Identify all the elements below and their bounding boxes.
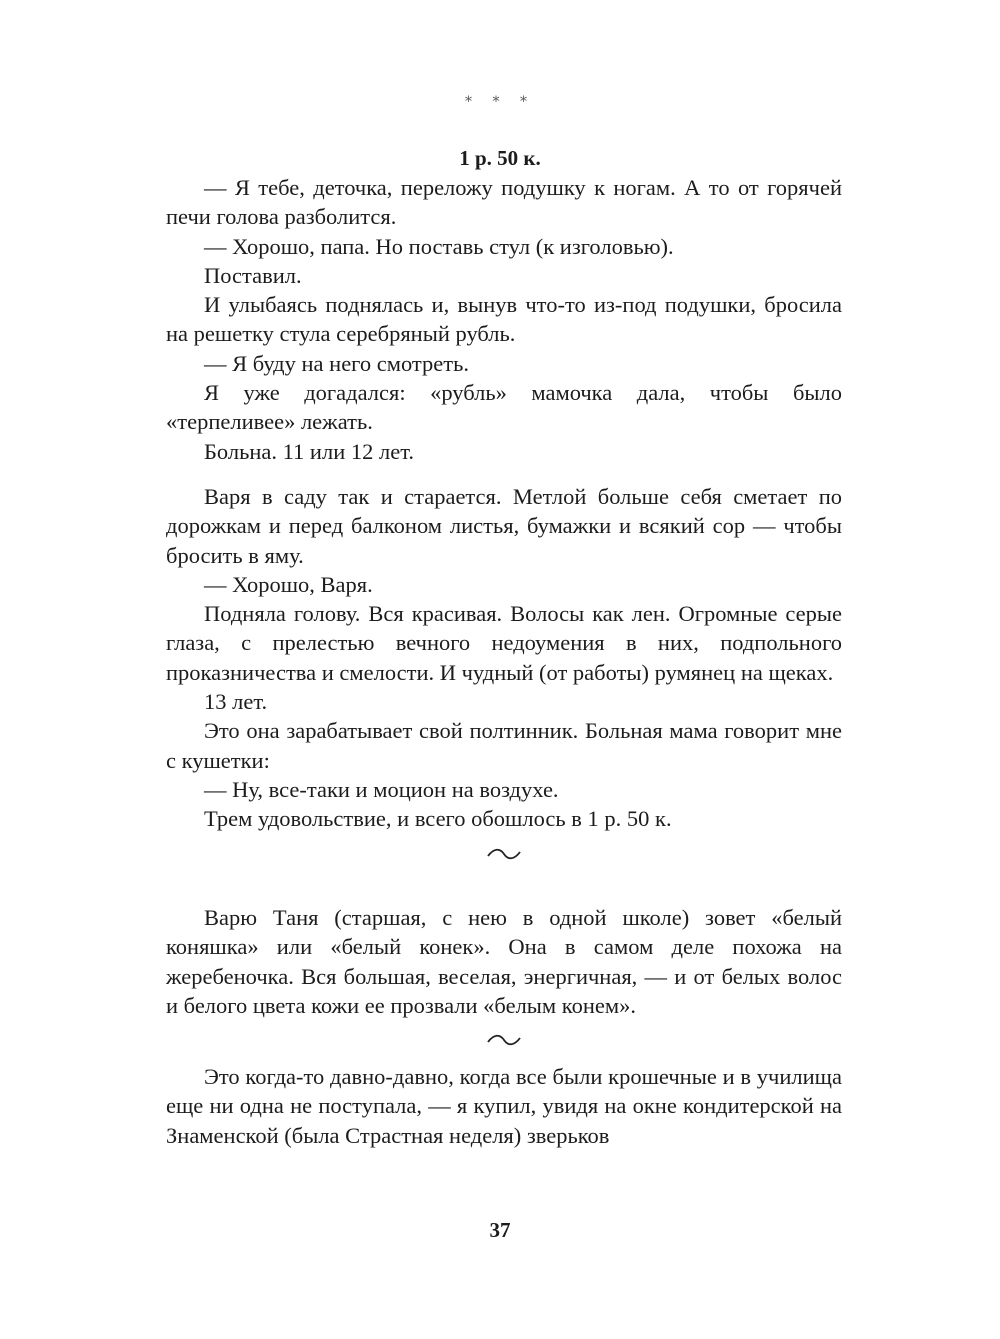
tilde-ornament-icon: [166, 1020, 842, 1056]
section-3: [166, 903, 842, 1056]
paragraph: Подняла голову. Вся красивая. Волосы как лен. Огромные серые глаза, с прелестью вечного недоумения в них, подпольного проказничества и смелости. И чудный (от работы) румянец на щеках.: [166, 601, 842, 685]
paragraph: Поставил.: [204, 262, 302, 288]
paragraph: Это она зарабатывает свой полтинник. Больная мама говорит мне с кушетки:: [166, 718, 842, 773]
paragraph: Варю Таня (старшая, с нею в одной школе) зовет «белый коняшка» или «белый конек». Она в самом деле похожа на жеребеночка. Вся большая, веселая, энергичная, — и от белых волос и белого цвета кожи ее прозвали «белым конем».: [166, 905, 842, 1018]
paragraph: — Ну, все-таки и моцион на воздухе.: [204, 776, 559, 802]
paragraph: Варя в саду так и старается. Метлой больше себя сметает по дорожкам и перед балконом листья, бумажки и всякий сор — чтобы бросить в яму.: [166, 484, 842, 568]
chapter-heading: 1 р. 50 к.: [459, 146, 541, 170]
paragraph: Трем удовольствие, и всего обошлось в 1 р. 50 к.: [204, 806, 672, 832]
paragraph: Это когда-то давно-давно, когда все были крошечные и в училища еще ни одна не поступала, — я купил, увидя на окне кондитерской на Знаменской (была Страстная неделя) зверьков: [166, 1064, 842, 1148]
paragraph: — Я тебе, деточка, переложу подушку к ногам. А то от горячей печи голова разболится.: [166, 175, 842, 230]
tilde-ornament-icon: [166, 834, 842, 870]
section-separator: * * *: [465, 94, 535, 110]
section-2: [166, 482, 842, 870]
paragraph: — Хорошо, Варя.: [204, 571, 373, 597]
page-number: 37: [489, 1218, 511, 1242]
paragraph: И улыбаясь поднялась и, вынув что-то из-под подушки, бросила на решетку стула серебряный рубль.: [166, 292, 842, 347]
paragraph: — Я буду на него смотреть.: [204, 350, 469, 376]
section-4: [166, 1062, 842, 1150]
paragraph: Я уже догадался: «рубль» мамочка дала, чтобы было «терпеливее» лежать.: [166, 380, 842, 435]
paragraph: Больна. 11 или 12 лет.: [204, 438, 414, 464]
paragraph: 13 лет.: [204, 689, 268, 715]
paragraph: — Хорошо, папа. Но поставь стул (к изголовью).: [204, 233, 674, 259]
section-1: [166, 173, 842, 466]
